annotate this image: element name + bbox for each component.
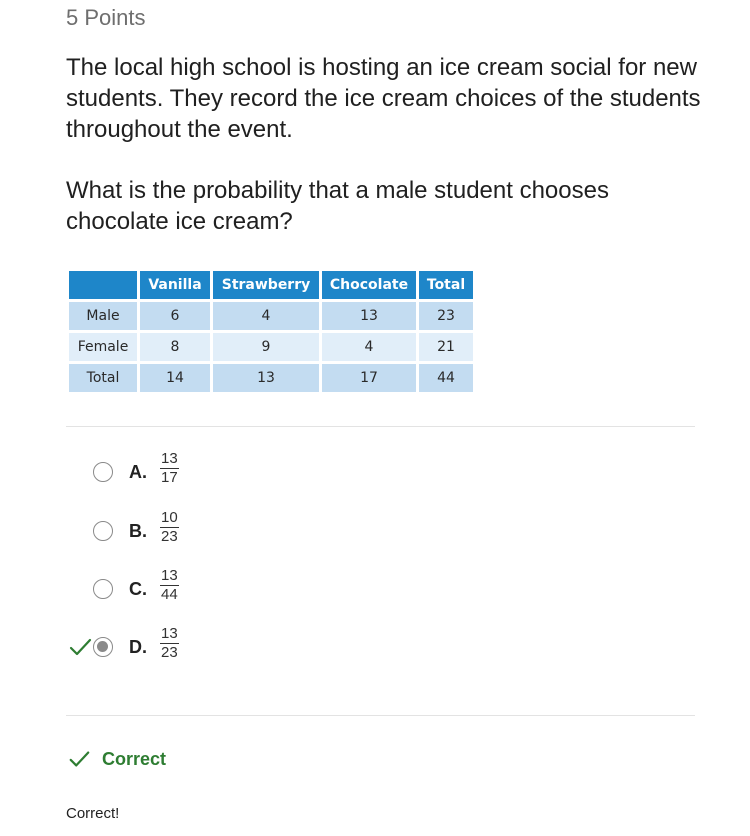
feedback-status-label: Correct — [102, 749, 167, 769]
fraction-numerator: 13 — [161, 625, 178, 642]
divider — [66, 426, 695, 427]
table-cell: 17 — [322, 364, 416, 392]
table-cell: 44 — [419, 364, 473, 392]
radio-button-d[interactable] — [93, 637, 113, 657]
option-fraction — [160, 451, 179, 486]
radio-button-b[interactable] — [93, 521, 113, 541]
row-label: Male — [69, 302, 137, 330]
fraction-denominator: 17 — [161, 469, 178, 486]
option-fraction — [160, 510, 179, 545]
table-cell: 4 — [322, 333, 416, 361]
option-letter: B. — [129, 521, 147, 541]
table-cell: 14 — [140, 364, 210, 392]
table-header-row — [69, 271, 473, 299]
answer-option-c[interactable] — [66, 567, 366, 613]
answer-option-a[interactable] — [66, 450, 366, 496]
feedback-status — [66, 746, 366, 774]
check-icon — [68, 748, 90, 770]
table-row — [69, 302, 473, 330]
radio-button-a[interactable] — [93, 462, 113, 482]
option-fraction — [160, 568, 179, 603]
option-letter: A. — [129, 462, 147, 482]
col-header-chocolate: Chocolate — [322, 271, 416, 299]
option-fraction — [160, 626, 179, 661]
divider — [66, 715, 695, 716]
fraction-numerator: 10 — [161, 509, 178, 526]
table-cell: 13 — [213, 364, 319, 392]
radio-button-c[interactable] — [93, 579, 113, 599]
answer-option-b[interactable] — [66, 509, 366, 555]
option-letter: D. — [129, 637, 147, 657]
table-cell: 6 — [140, 302, 210, 330]
fraction-denominator: 23 — [161, 528, 178, 545]
col-header-vanilla: Vanilla — [140, 271, 210, 299]
table-cell: 9 — [213, 333, 319, 361]
radio-selected-dot — [97, 641, 108, 652]
table-cell: 23 — [419, 302, 473, 330]
col-header-total: Total — [419, 271, 473, 299]
table-cell: 4 — [213, 302, 319, 330]
fraction-denominator: 44 — [161, 586, 178, 603]
answer-option-d[interactable] — [66, 625, 366, 671]
table-cell: 21 — [419, 333, 473, 361]
fraction-numerator: 13 — [161, 450, 178, 467]
row-label: Female — [69, 333, 137, 361]
fraction-numerator: 13 — [161, 567, 178, 584]
option-letter: C. — [129, 579, 147, 599]
table-corner-cell — [69, 271, 137, 299]
check-icon — [68, 635, 92, 659]
col-header-strawberry: Strawberry — [213, 271, 319, 299]
row-label: Total — [69, 364, 137, 392]
ice-cream-table — [66, 268, 476, 395]
feedback-explanation: Correct! — [66, 805, 120, 822]
table-cell: 8 — [140, 333, 210, 361]
question-prompt: What is the probability that a male student chooses chocolate ice cream? — [66, 177, 609, 235]
points-label: 5 Points — [66, 5, 146, 30]
table-row — [69, 364, 473, 392]
table-cell: 13 — [322, 302, 416, 330]
fraction-denominator: 23 — [161, 644, 178, 661]
table-row — [69, 333, 473, 361]
question-context: The local high school is hosting an ice cream social for new students. They record the ice cream choices of the students throughout the event. — [66, 54, 701, 143]
